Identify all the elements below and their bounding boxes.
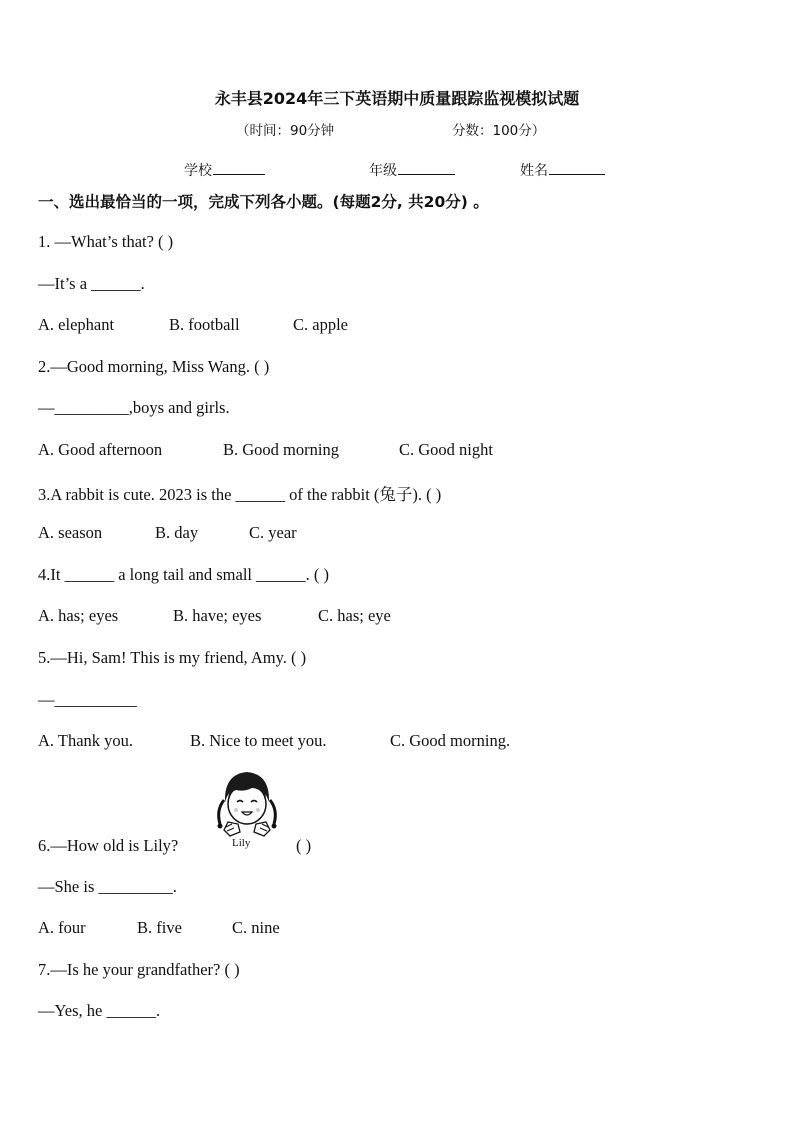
question-2-line-1: 2.—Good morning, Miss Wang. ( ) <box>38 357 270 376</box>
grade-blank <box>398 160 455 175</box>
school-blank <box>213 160 265 175</box>
question-2-option-a: A. Good afternoon <box>38 440 163 459</box>
section-heading: 一、选出最恰当的一项，完成下列各小题。(每题2分, 共20分) 。 <box>38 193 489 211</box>
question-4-option-b: B. have; eyes <box>173 606 262 625</box>
question-3-option-b: B. day <box>155 523 199 542</box>
exam-score: 分数：100分） <box>452 123 546 139</box>
exam-time: （时间：90分钟 <box>236 123 335 139</box>
question-7-line-2: —Yes, he ______. <box>38 1001 161 1020</box>
question-6-line-1: 6.—How old is Lily? <box>38 836 179 855</box>
question-2-line-2: —_________,boys and girls. <box>38 398 230 417</box>
figure-caption: Lily <box>232 837 251 849</box>
grade-field <box>369 160 455 180</box>
name-field <box>520 160 605 180</box>
question-6-option-a: A. four <box>38 918 86 937</box>
school-field <box>184 160 265 180</box>
question-1-line-1: 1. —What’s that? ( ) <box>38 232 174 251</box>
grade-label: 年级 <box>369 163 397 179</box>
question-3-line-1: 3.A rabbit is cute. 2023 is the ______ of the rabbit (兔子). ( ) <box>38 485 442 504</box>
question-5-line-2: —__________ <box>38 690 137 709</box>
name-blank <box>549 160 605 175</box>
question-1-option-a: A. elephant <box>38 315 115 334</box>
page-title: 永丰县2024年三下英语期中质量跟踪监视模拟试题 <box>214 89 580 108</box>
question-4-option-c: C. has; eye <box>318 606 391 625</box>
question-6-answer-bracket: ( ) <box>296 836 312 855</box>
question-7-line-1: 7.—Is he your grandfather? ( ) <box>38 960 240 979</box>
question-6-line-2: —She is _________. <box>38 877 177 896</box>
school-label: 学校 <box>184 163 212 179</box>
question-1-option-c: C. apple <box>293 315 348 334</box>
question-6-option-c: C. nine <box>232 918 280 937</box>
question-1-line-2: —It’s a ______. <box>38 274 145 293</box>
question-3-option-a: A. season <box>38 523 103 542</box>
question-3-option-c: C. year <box>249 523 297 542</box>
name-label: 姓名 <box>520 163 548 179</box>
question-2-option-c: C. Good night <box>399 440 493 459</box>
lily-illustration <box>210 766 284 852</box>
question-6-option-b: B. five <box>137 918 182 937</box>
question-4-option-a: A. has; eyes <box>38 606 119 625</box>
question-5-option-b: B. Nice to meet you. <box>190 731 327 750</box>
question-5-option-c: C. Good morning. <box>390 731 511 750</box>
question-5-line-1: 5.—Hi, Sam! This is my friend, Amy. ( ) <box>38 648 307 667</box>
question-1-option-b: B. football <box>169 315 240 334</box>
question-2-option-b: B. Good morning <box>223 440 339 459</box>
question-4-line-1: 4.It ______ a long tail and small ______. ( ) <box>38 565 329 584</box>
question-5-option-a: A. Thank you. <box>38 731 134 750</box>
